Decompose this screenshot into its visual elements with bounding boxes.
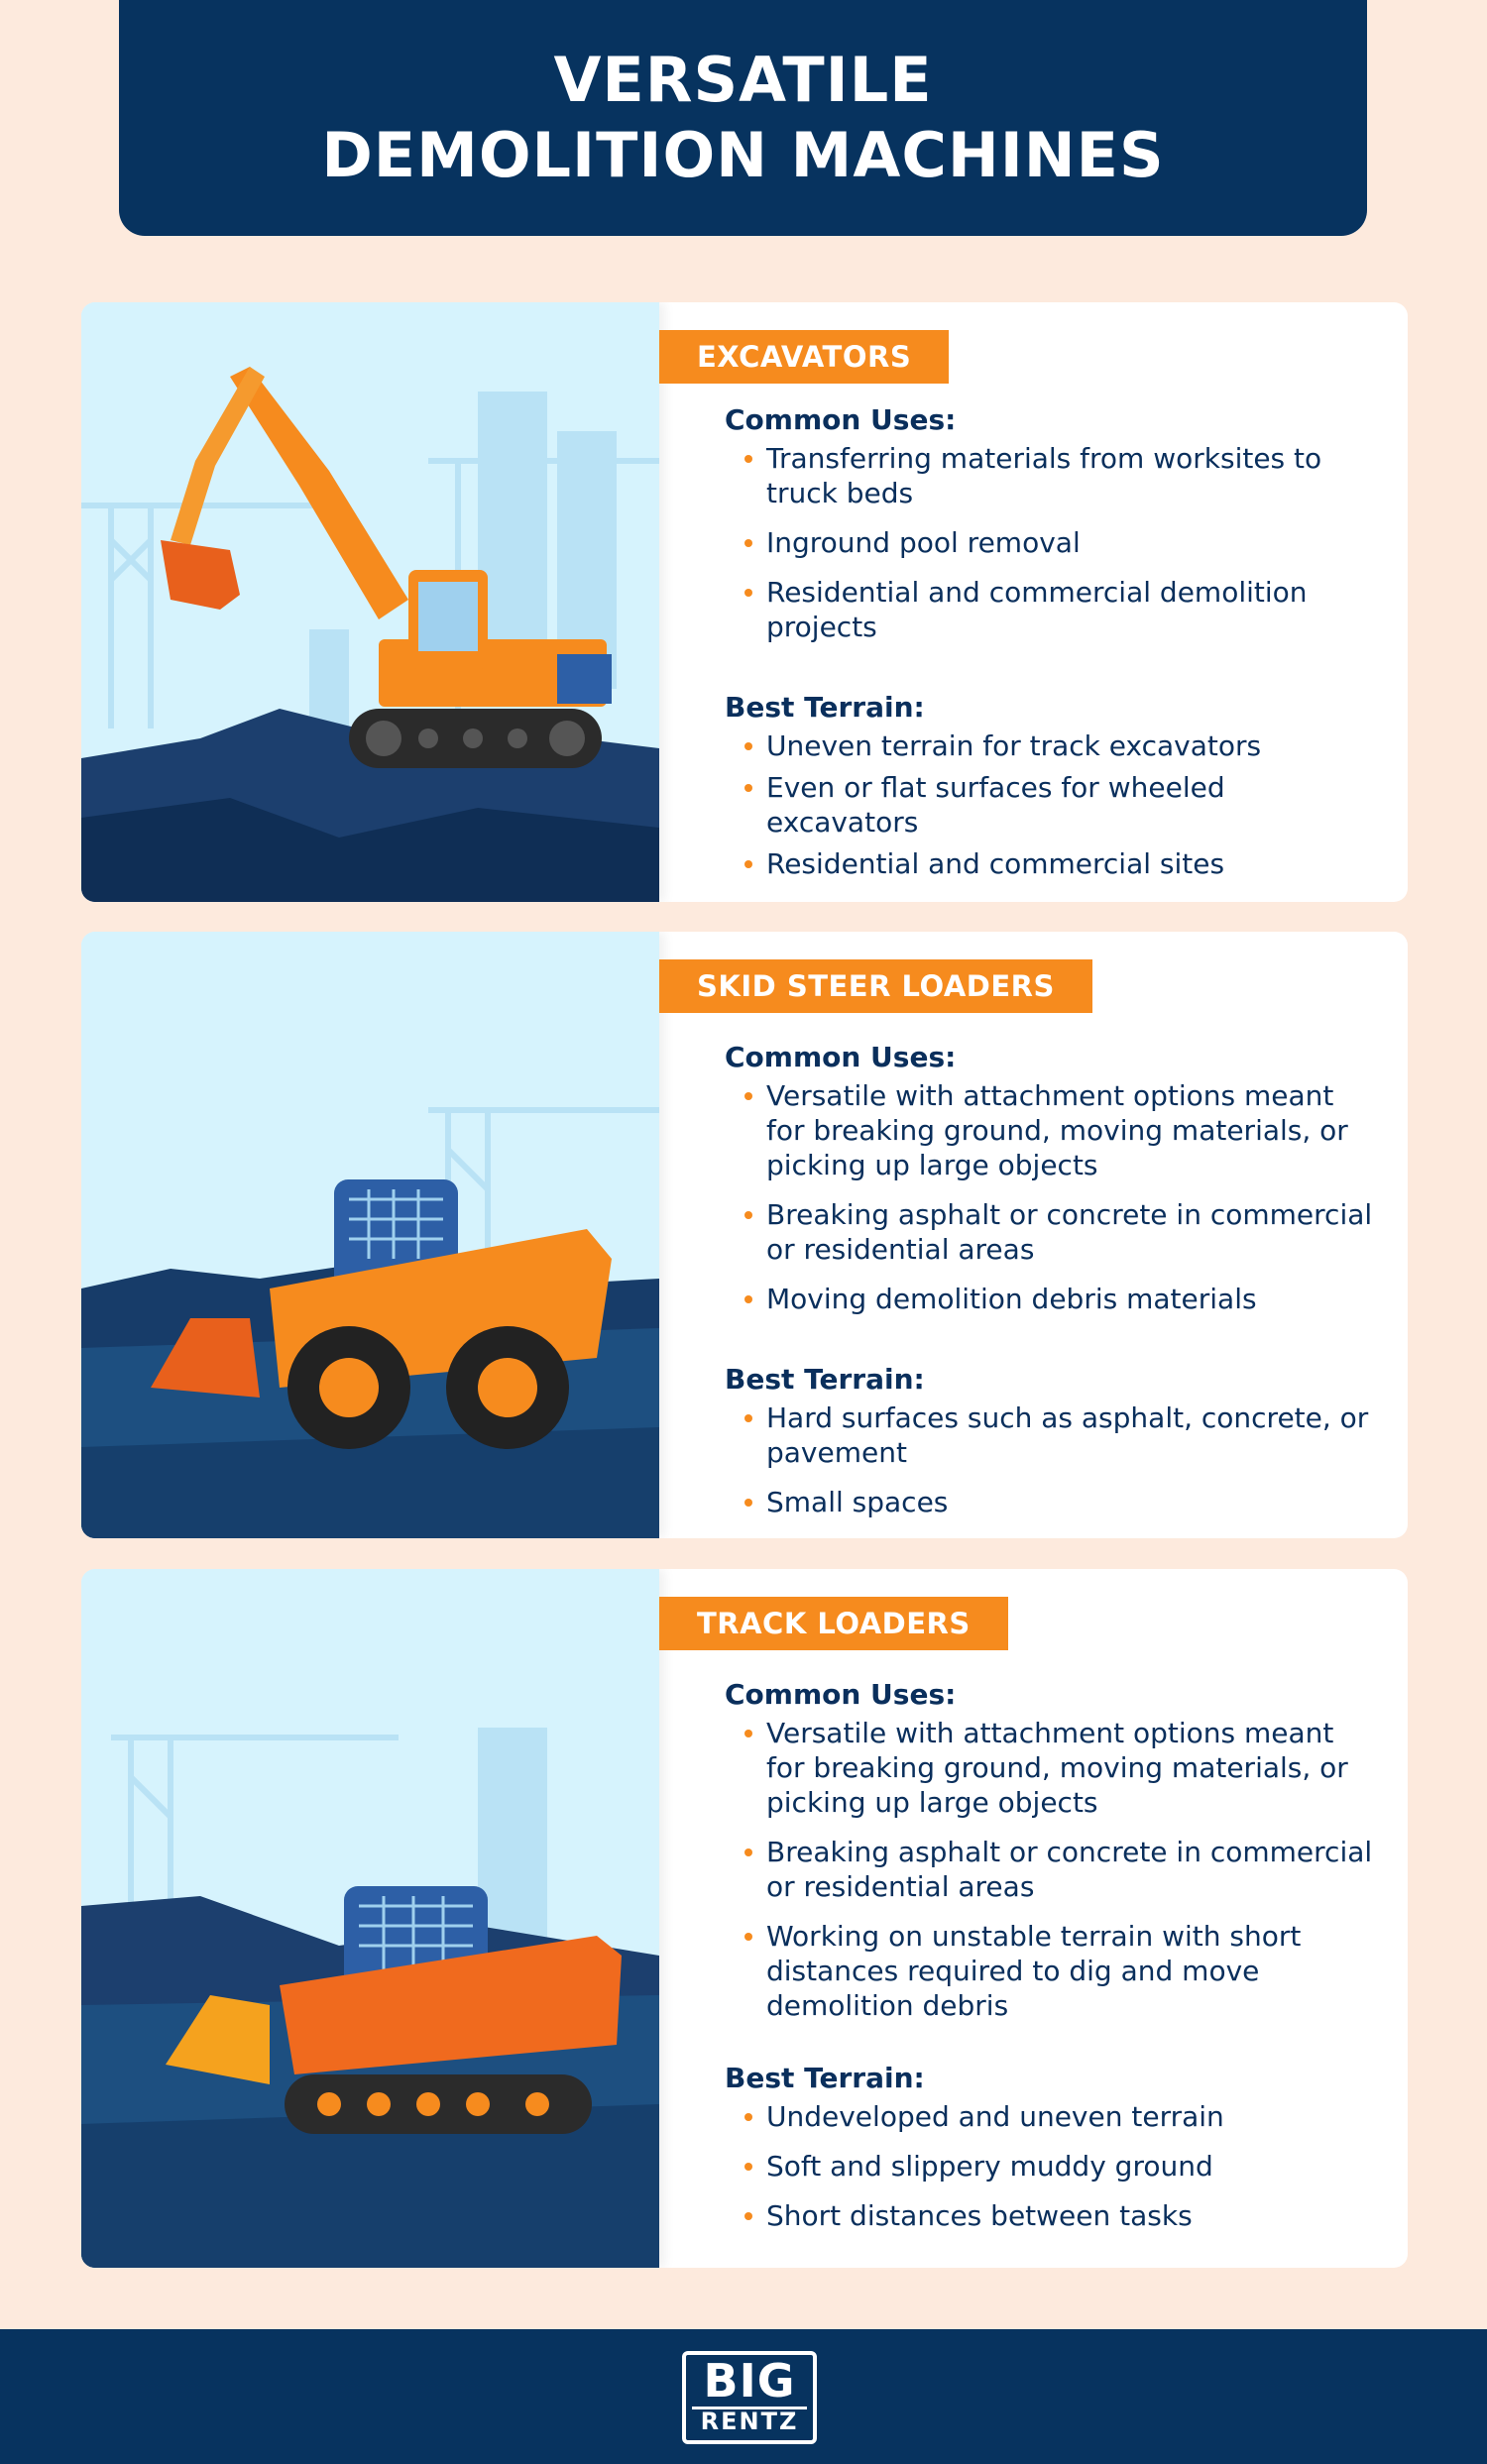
track-loader-illustration <box>81 1569 659 2268</box>
list-item: Residential and commercial demolition projects <box>743 575 1378 644</box>
list-item: Versatile with attachment options meant for breaking ground, moving materials, or picking up large objects <box>743 1078 1378 1182</box>
list-item: Even or flat surfaces for wheeled excavators <box>743 770 1378 840</box>
logo-top-text: BIG <box>703 2354 796 2408</box>
excavator-illustration <box>81 302 659 902</box>
best-terrain-heading: Best Terrain: <box>725 2062 925 2094</box>
excavators-card <box>81 302 1408 902</box>
logo-bottom-text: RENTZ <box>692 2407 807 2433</box>
best-terrain-list <box>743 1400 1378 1534</box>
list-item: Versatile with attachment options meant for breaking ground, moving materials, or picking up large objects <box>743 1716 1378 1820</box>
list-item: Short distances between tasks <box>743 2198 1378 2233</box>
list-item: Hard surfaces such as asphalt, concrete, or pavement <box>743 1400 1378 1470</box>
common-uses-heading: Common Uses: <box>725 1678 957 1711</box>
list-item: Undeveloped and uneven terrain <box>743 2099 1378 2134</box>
list-item: Small spaces <box>743 1485 1378 1519</box>
skid-steer-loaders-card <box>81 932 1408 1538</box>
bigrentz-logo <box>682 2351 817 2444</box>
common-uses-list <box>743 1078 1378 1331</box>
best-terrain-list <box>743 2099 1378 2248</box>
skid-steer-loader-illustration <box>81 932 659 1538</box>
page-title-line-2: DEMOLITION MACHINES <box>321 119 1165 191</box>
excavators-badge: EXCAVATORS <box>659 330 949 384</box>
list-item: Inground pool removal <box>743 525 1378 560</box>
list-item: Breaking asphalt or concrete in commercial or residential areas <box>743 1197 1378 1267</box>
list-item: Residential and commercial sites <box>743 846 1378 881</box>
common-uses-list <box>743 1716 1378 2038</box>
track-loaders-badge: TRACK LOADERS <box>659 1597 1008 1650</box>
list-item: Uneven terrain for track excavators <box>743 728 1378 763</box>
list-item: Working on unstable terrain with short distances required to dig and move demolition debris <box>743 1919 1378 2023</box>
page-title-line-1: VERSATILE <box>553 44 933 116</box>
list-item: Breaking asphalt or concrete in commercial or residential areas <box>743 1835 1378 1904</box>
best-terrain-list <box>743 728 1378 888</box>
common-uses-heading: Common Uses: <box>725 1041 957 1073</box>
best-terrain-heading: Best Terrain: <box>725 1363 925 1396</box>
list-item: Moving demolition debris materials <box>743 1282 1378 1316</box>
list-item: Soft and slippery muddy ground <box>743 2149 1378 2184</box>
page-footer <box>0 2329 1487 2464</box>
best-terrain-heading: Best Terrain: <box>725 691 925 724</box>
common-uses-list <box>743 441 1378 659</box>
track-loaders-card <box>81 1569 1408 2268</box>
page-header <box>119 0 1367 236</box>
common-uses-heading: Common Uses: <box>725 403 957 436</box>
list-item: Transferring materials from worksites to truck beds <box>743 441 1378 510</box>
skid-steer-loaders-badge: SKID STEER LOADERS <box>659 959 1092 1013</box>
